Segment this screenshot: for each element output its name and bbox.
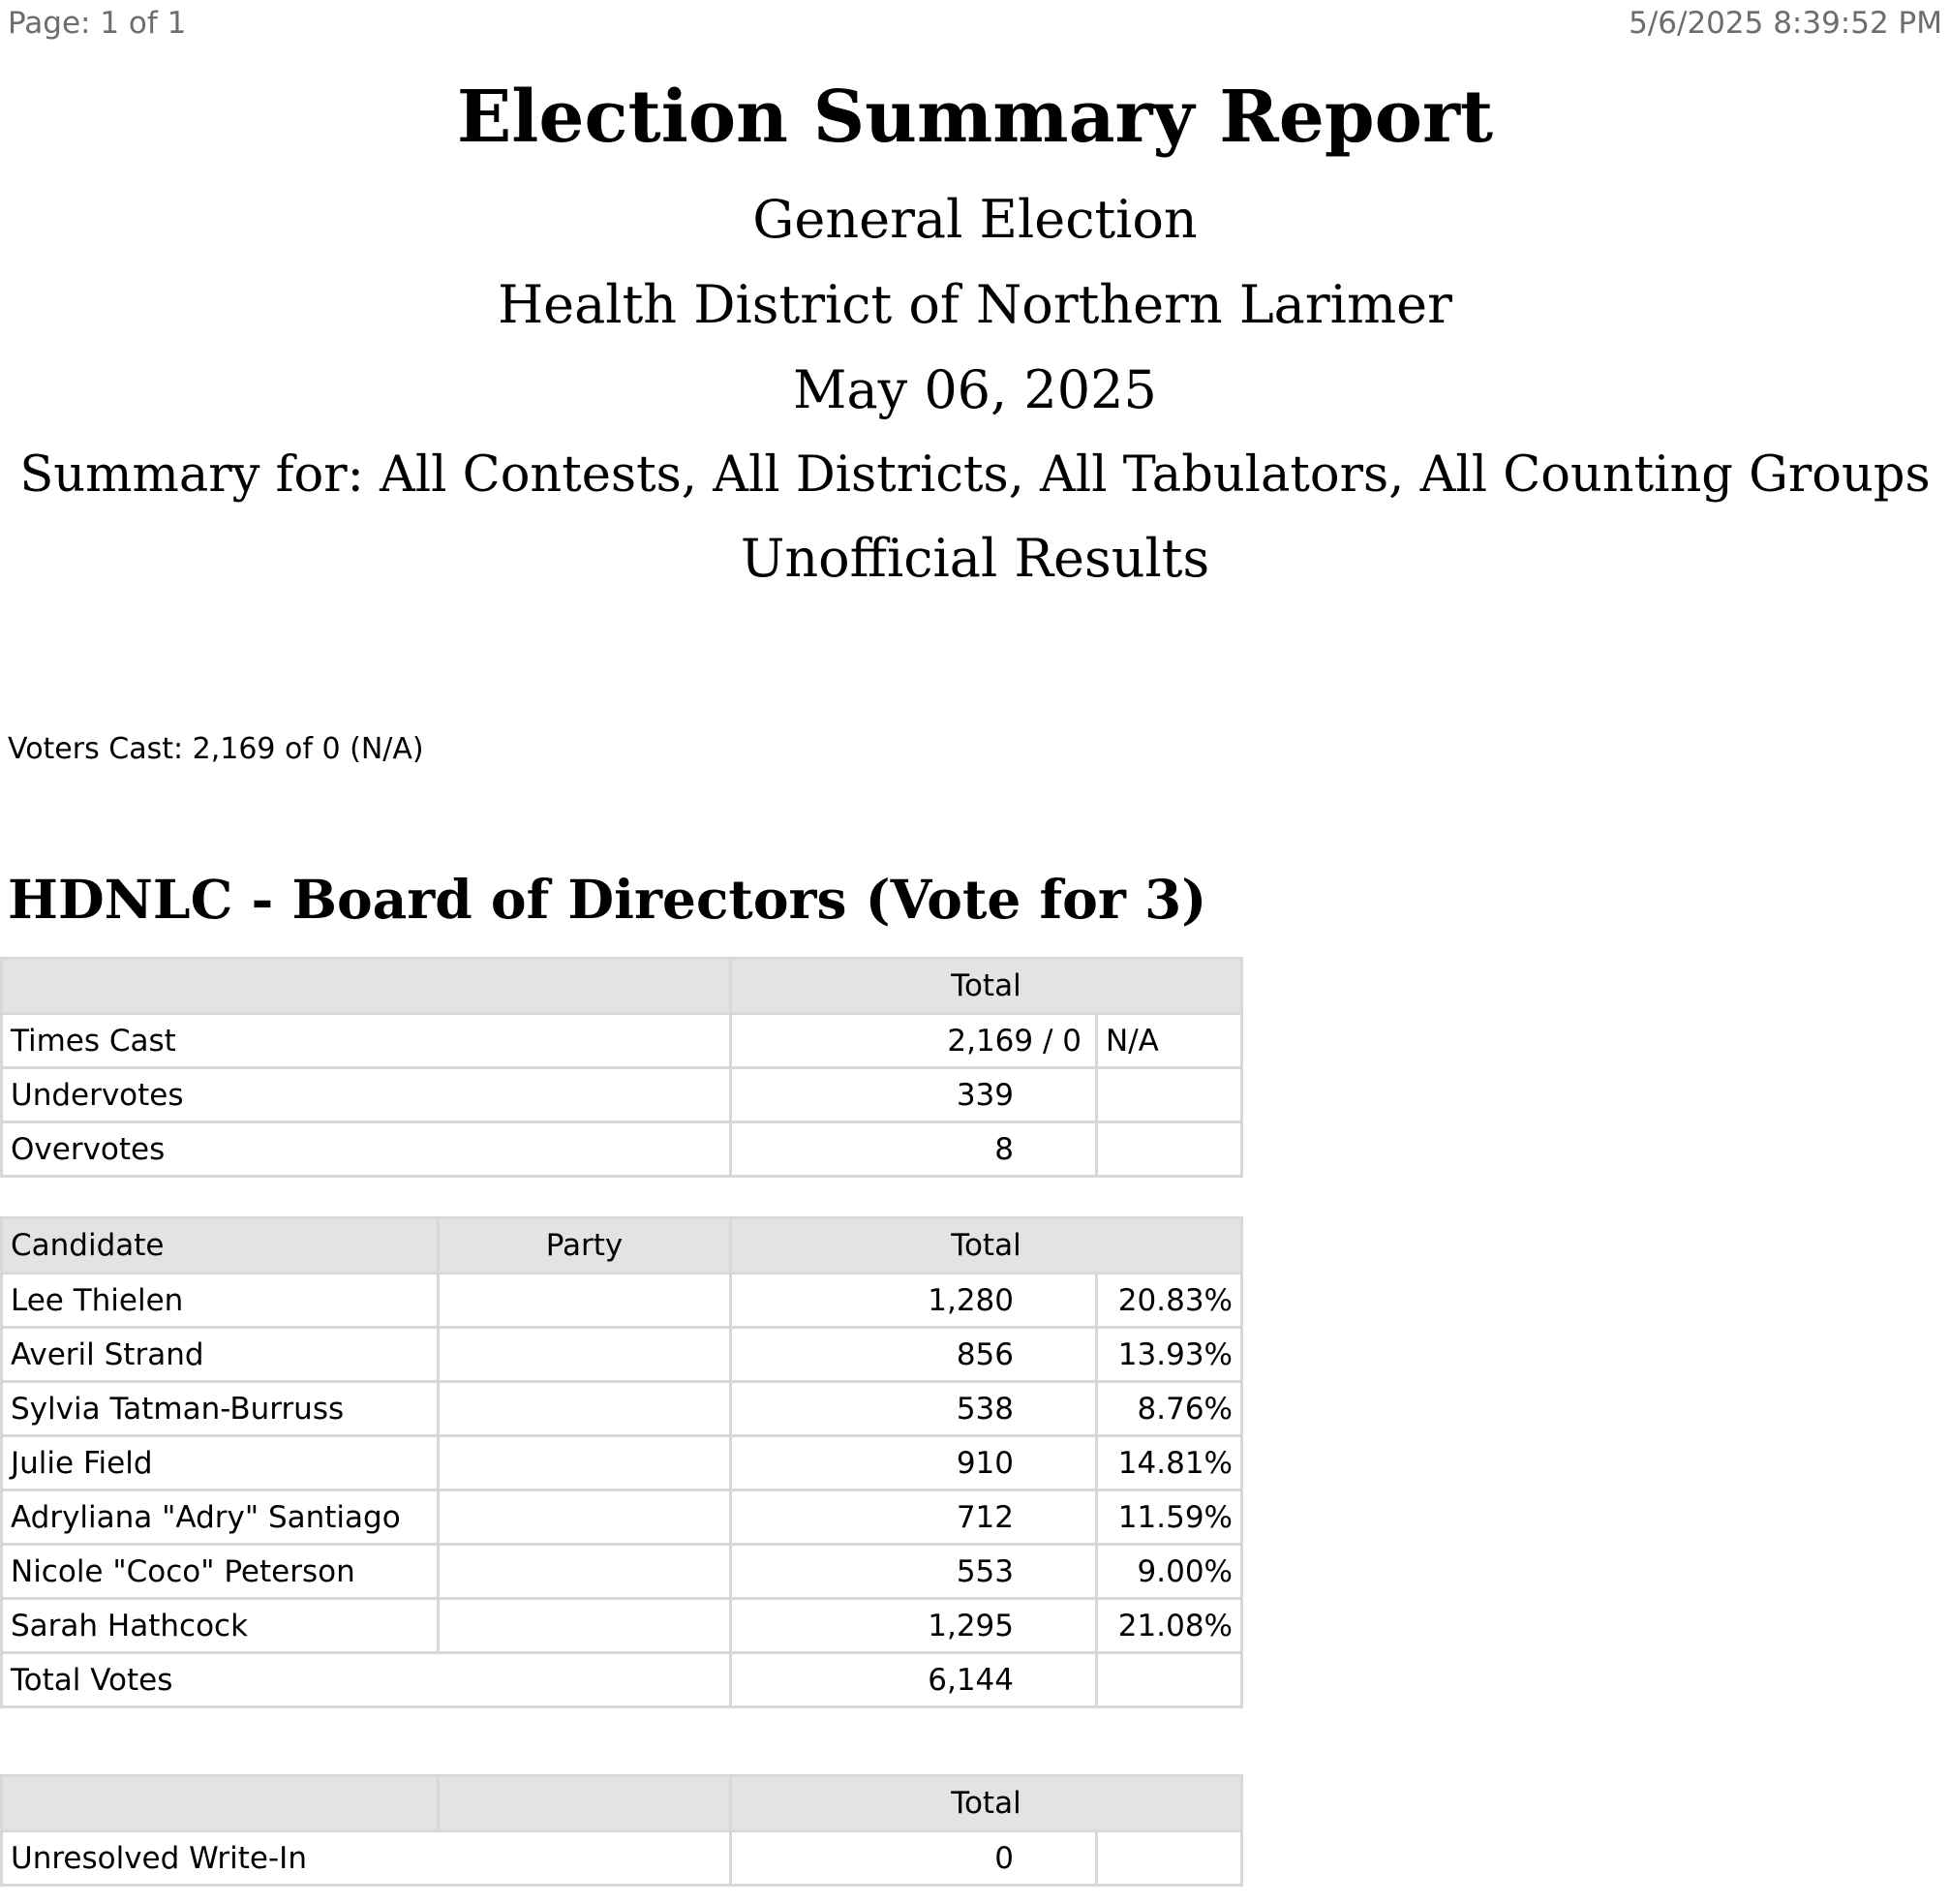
total-votes-label: Total Votes	[0, 1654, 732, 1708]
candidate-party	[440, 1383, 732, 1437]
total-column-header: Total	[732, 1216, 1243, 1274]
candidate-total: 712	[732, 1491, 1098, 1546]
candidate-name: Lee Thielen	[0, 1274, 440, 1329]
summary-total: 339	[732, 1069, 1098, 1123]
contest-summary-table	[0, 957, 1243, 1178]
candidate-name: Sylvia Tatman-Burruss	[0, 1383, 440, 1437]
candidate-total: 856	[732, 1329, 1098, 1383]
election-date: May 06, 2025	[793, 359, 1157, 420]
writein-table	[0, 1774, 1243, 1887]
table-row	[0, 1274, 1243, 1329]
candidate-name: Nicole "Coco" Peterson	[0, 1546, 440, 1600]
writein-label: Unresolved Write-In	[0, 1832, 732, 1887]
total-votes-extra	[1098, 1654, 1243, 1708]
total-votes-value: 6,144	[732, 1654, 1098, 1708]
summary-header-blank	[0, 957, 732, 1015]
table-row	[0, 1832, 1243, 1887]
summary-total: 2,169 / 0	[732, 1015, 1098, 1069]
candidate-party	[440, 1437, 732, 1491]
summary-label: Times Cast	[0, 1015, 732, 1069]
table-row	[0, 1383, 1243, 1437]
summary-extra: N/A	[1098, 1015, 1243, 1069]
writein-header-blank	[0, 1774, 440, 1832]
candidate-header-row	[0, 1216, 1243, 1274]
candidate-party	[440, 1274, 732, 1329]
table-row	[0, 1069, 1243, 1123]
writein-extra	[1098, 1832, 1243, 1887]
table-row	[0, 1015, 1243, 1069]
candidate-name: Julie Field	[0, 1437, 440, 1491]
candidate-total: 538	[732, 1383, 1098, 1437]
candidate-column-header: Candidate	[0, 1216, 440, 1274]
candidate-party	[440, 1491, 732, 1546]
candidate-party	[440, 1329, 732, 1383]
election-name: General Election	[752, 189, 1198, 250]
candidate-percent: 20.83%	[1098, 1274, 1243, 1329]
table-row	[0, 1546, 1243, 1600]
writein-header-blank-party	[440, 1774, 732, 1832]
candidate-name: Averil Strand	[0, 1329, 440, 1383]
summary-label: Overvotes	[0, 1123, 732, 1178]
candidate-percent: 11.59%	[1098, 1491, 1243, 1546]
table-row	[0, 1491, 1243, 1546]
contest-title: HDNLC - Board of Directors (Vote for 3)	[8, 868, 1207, 931]
party-column-header: Party	[440, 1216, 732, 1274]
summary-extra	[1098, 1069, 1243, 1123]
summary-header-row	[0, 957, 1243, 1015]
voters-cast: Voters Cast: 2,169 of 0 (N/A)	[8, 732, 424, 766]
table-row	[0, 1437, 1243, 1491]
candidate-total: 1,295	[732, 1600, 1098, 1654]
summary-label: Undervotes	[0, 1069, 732, 1123]
page-number: Page: 1 of 1	[8, 6, 187, 41]
candidate-total: 1,280	[732, 1274, 1098, 1329]
candidate-percent: 9.00%	[1098, 1546, 1243, 1600]
candidate-name: Adryliana "Adry" Santiago	[0, 1491, 440, 1546]
table-row	[0, 1123, 1243, 1178]
writein-total: 0	[732, 1832, 1098, 1887]
summary-header-total: Total	[732, 957, 1243, 1015]
table-row	[0, 1329, 1243, 1383]
candidate-total: 910	[732, 1437, 1098, 1491]
writein-header-row	[0, 1774, 1243, 1832]
candidate-party	[440, 1600, 732, 1654]
summary-total: 8	[732, 1123, 1098, 1178]
candidate-percent: 13.93%	[1098, 1329, 1243, 1383]
print-timestamp: 5/6/2025 8:39:52 PM	[1629, 6, 1942, 41]
total-votes-row	[0, 1654, 1243, 1708]
candidate-total: 553	[732, 1546, 1098, 1600]
table-row	[0, 1600, 1243, 1654]
candidate-percent: 21.08%	[1098, 1600, 1243, 1654]
candidate-party	[440, 1546, 732, 1600]
results-status: Unofficial Results	[740, 528, 1210, 589]
writein-header-total: Total	[732, 1774, 1243, 1832]
candidate-name: Sarah Hathcock	[0, 1600, 440, 1654]
summary-extra	[1098, 1123, 1243, 1178]
candidate-results-table	[0, 1216, 1243, 1708]
candidate-percent: 14.81%	[1098, 1437, 1243, 1491]
summary-scope: Summary for: All Contests, All Districts, All Tabulators, All Counting Groups	[19, 446, 1931, 504]
district-name: Health District of Northern Larimer	[498, 274, 1452, 335]
candidate-percent: 8.76%	[1098, 1383, 1243, 1437]
report-title: Election Summary Report	[456, 76, 1494, 159]
